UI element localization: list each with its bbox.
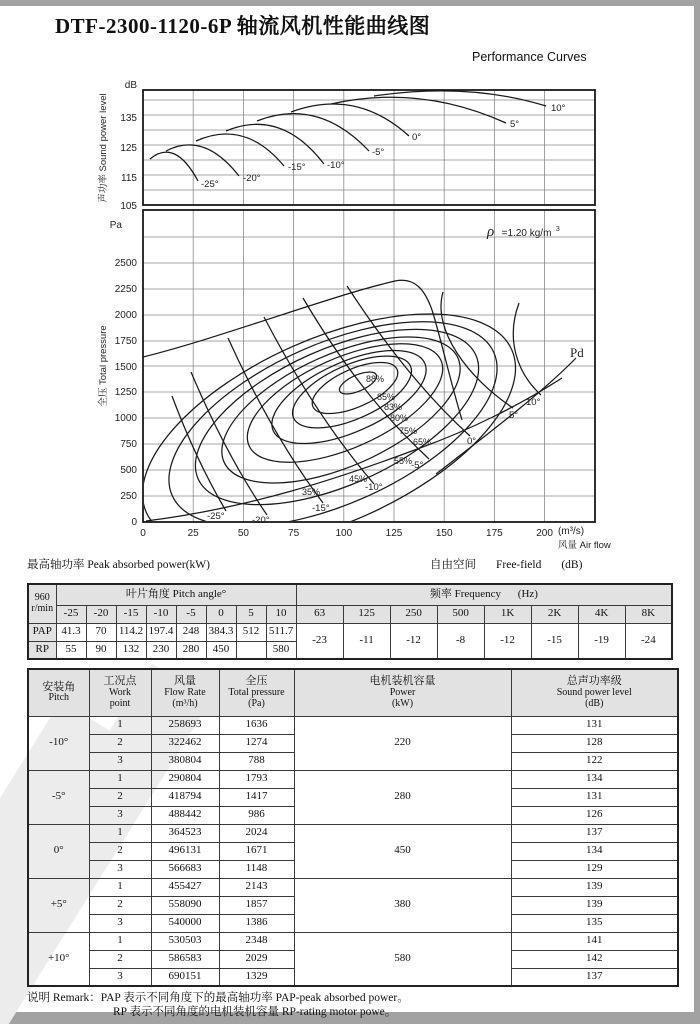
pressure-cell: 1857 [219,896,294,914]
power-cell: 280 [294,770,511,824]
freq-value: -12 [390,623,437,659]
efficiency-label: 80% [390,413,409,423]
flow-cell: 558090 [151,896,219,914]
page-subtitle: Performance Curves [472,50,587,64]
x-tick: 175 [486,528,503,539]
pap-value: 512 [236,623,266,641]
pitch-col: -25 [56,605,86,623]
header-sound-unit: (dB) [585,697,604,709]
pitch-col: -20 [86,605,116,623]
pap-value: 41.3 [56,623,86,641]
sound-chart [97,80,595,212]
table-row [28,623,672,641]
efficiency-label: 45% [349,474,368,484]
speed-value: 960 [34,592,50,604]
sound-y-unit: dB [124,80,137,91]
efficiency-label: 75% [399,426,418,436]
pressure-curve-10 [513,303,541,395]
pressure-y-tick: 500 [120,465,137,476]
freq-value: -19 [578,623,625,659]
efficiency-labels [302,374,431,497]
pitch-cell: +5° [28,878,89,932]
pressure-cell: 788 [219,752,294,770]
pap-value: 197.4 [146,623,176,641]
remark-text1: PAP 表示不同角度下的最高轴功率 PAP-peak absorbed power。 [100,992,409,1004]
sound-curves [150,91,546,181]
pitch-col: -5 [176,605,206,623]
pap-value: 114.2 [116,623,146,641]
workpoint-cell: 1 [89,770,151,788]
workpoint-cell: 3 [89,752,151,770]
free-field-cn: 自由空间 [430,559,476,571]
remark-label: 说明 Remark： [27,992,101,1004]
pitch-label: -15° [312,503,330,514]
pressure-cell: 1417 [219,788,294,806]
sound-curve-10 [374,91,546,106]
pressure-cell: 1329 [219,968,294,986]
header-flow [151,669,219,716]
freq-value: -8 [437,623,484,659]
speed-cell [28,584,56,623]
pressure-cell: 986 [219,806,294,824]
flow-cell: 322462 [151,734,219,752]
sound-grid-vertical [193,90,544,205]
rp-value [236,641,266,659]
pressure-y-tick: 0 [131,517,137,528]
peak-power-table [27,583,673,660]
pressure-y-tick: 2000 [114,310,137,321]
free-field-unit: (dB) [561,559,583,571]
pitch-angle-header: 叶片角度 Pitch angle° [56,584,296,605]
sound-curve-minus25 [150,152,198,181]
x-tick: 0 [140,528,146,539]
rho-sup: 3 [555,226,560,233]
pressure-cell: 1386 [219,914,294,932]
x-tick: 25 [187,528,199,539]
header-sound-en: Sound power level [556,687,632,699]
workpoint-cell: 3 [89,914,151,932]
pitch-col: -15 [116,605,146,623]
sound-cell: 128 [511,734,678,752]
table-header-row [28,669,678,716]
freq-col: 250 [390,605,437,623]
performance-table [27,668,679,987]
workpoint-cell: 1 [89,716,151,734]
sound-cell: 139 [511,878,678,896]
x-tick: 50 [237,528,249,539]
speed-unit: r/min [31,602,54,614]
pitch-label: -25° [207,511,225,522]
pressure-y-axis-label: 全压 Total pressure [98,325,109,407]
header-workpoint [89,669,151,716]
header-flow-en: Flow Rate [164,687,206,699]
pitch-col: 5 [236,605,266,623]
sound-curve-label: 10° [551,103,566,114]
workpoint-cell: 2 [89,950,151,968]
pressure-chart [97,210,611,560]
header-pitch-en: Pitch [48,692,70,704]
pap-value: 384.3 [206,623,236,641]
freq-value: -12 [484,623,531,659]
sound-y-axis-label: 声功率 Sound power level [98,93,109,203]
efficiency-label: 83% [384,402,403,412]
pitch-cell: -5° [28,770,89,824]
flow-cell: 364523 [151,824,219,842]
freq-col: 4K [578,605,625,623]
sound-curve-minus20 [166,145,239,176]
freq-col: 8K [625,605,672,623]
pressure-cell: 2143 [219,878,294,896]
sound-cell: 122 [511,752,678,770]
sound-cell: 134 [511,770,678,788]
sound-curve-5 [331,97,506,123]
pap-label: PAP [28,623,56,641]
sound-cell: 141 [511,932,678,950]
flow-cell: 290804 [151,770,219,788]
header-sound [511,669,678,716]
freq-col: 500 [437,605,484,623]
efficiency-label: 35% [302,487,321,497]
freq-value: -24 [625,623,672,659]
pressure-y-tick: 1500 [114,362,137,373]
flow-cell: 380804 [151,752,219,770]
rp-value: 90 [86,641,116,659]
contour-75 [231,319,459,487]
flow-cell: 566683 [151,860,219,878]
x-tick: 75 [288,528,300,539]
workpoint-cell: 3 [89,968,151,986]
freq-col: 63 [296,605,343,623]
table-row [28,716,678,734]
sound-cell: 131 [511,716,678,734]
pressure-y-tick: 2500 [114,258,137,269]
page-title: DTF-2300-1120-6P 轴流风机性能曲线图 [55,14,431,38]
pitch-label: 5° [509,410,519,421]
pressure-y-tick-labels [115,258,138,528]
rp-value: 580 [266,641,296,659]
pap-value: 70 [86,623,116,641]
header-power-en: Power [389,687,416,699]
pressure-cell: 1793 [219,770,294,788]
efficiency-contours [109,266,549,560]
header-power [294,669,511,716]
pressure-grid-horizontal [143,237,595,496]
sound-y-tick-labels [120,113,137,212]
freq-value: -23 [296,623,343,659]
density-annotation [486,223,560,240]
sound-curve-label: -15° [288,162,306,173]
peak-power-caption: 最高轴功率 Peak absorbed power(kW) [27,559,210,571]
rp-value: 230 [146,641,176,659]
sound-y-tick: 115 [121,173,137,184]
pressure-cell: 1274 [219,734,294,752]
efficiency-label: 55% [394,456,413,466]
pitch-cell: 0° [28,824,89,878]
remark-line2: RP 表示不同角度的电机装机容量 RP-rating motor powe。 [113,1006,397,1018]
sound-cell: 126 [511,806,678,824]
pressure-y-tick: 2250 [114,284,137,295]
table-row [28,824,678,842]
freq-value: -11 [343,623,390,659]
header-power-cn: 电机装机容量 [369,675,436,688]
x-tick: 100 [335,528,353,539]
efficiency-label: 85% [377,392,396,402]
flow-cell: 690151 [151,968,219,986]
workpoint-cell: 1 [89,932,151,950]
pressure-cell: 1636 [219,716,294,734]
sound-curve-label: 0° [412,132,422,143]
flow-cell: 530503 [151,932,219,950]
frequency-unit: (Hz) [517,587,538,600]
sound-curve-label: -5° [372,147,385,158]
rho-symbol: ρ [487,224,495,240]
header-pitch [28,669,89,716]
table-row [28,932,678,950]
pressure-cell: 1148 [219,860,294,878]
pitch-col: 10 [266,605,296,623]
flow-cell: 488442 [151,806,219,824]
workpoint-cell: 1 [89,824,151,842]
pressure-x-tick-labels [140,528,553,539]
x-tick: 200 [536,528,553,539]
header-pressure-cn: 全压 [245,675,268,688]
workpoint-cell: 2 [89,734,151,752]
x-axis-unit: (m³/s) [558,526,585,537]
freq-value: -15 [531,623,578,659]
sound-curve-label: -25° [201,179,219,190]
pitch-label: -5° [411,460,424,471]
pressure-y-tick: 750 [120,439,137,450]
table-row [28,770,678,788]
pap-value: 511.7 [266,623,296,641]
sound-grid-horizontal [143,100,595,190]
power-cell: 220 [294,716,511,770]
pitch-label: 10° [526,397,541,408]
header-power-unit: (kW) [391,697,414,709]
contour-45 [140,279,527,560]
free-field-caption [430,556,602,572]
header-work-cn: 工况点 [103,675,137,688]
rp-value: 450 [206,641,236,659]
power-cell: 380 [294,878,511,932]
workpoint-cell: 3 [89,806,151,824]
sound-y-tick: 105 [120,201,137,212]
pitch-cell: -10° [28,716,89,770]
sound-cell: 129 [511,860,678,878]
flow-cell: 540000 [151,914,219,932]
pitch-col: -10 [146,605,176,623]
sound-curve-label: 5° [510,119,520,130]
x-tick: 150 [435,528,453,539]
header-work-en2: point [109,697,131,709]
workpoint-cell: 3 [89,860,151,878]
header-flow-cn: 风量 [174,675,196,688]
rp-value: 132 [116,641,146,659]
free-field-en: Free-field [496,559,542,571]
power-cell: 580 [294,932,511,986]
flow-cell: 455427 [151,878,219,896]
header-flow-unit: (m³/h) [172,697,198,709]
efficiency-label: 88% [366,374,385,384]
pressure-curve-0 [347,286,470,436]
header-work-en: Work [109,687,131,699]
efficiency-label: 65% [413,437,432,447]
pressure-cell: 2348 [219,932,294,950]
workpoint-cell: 1 [89,878,151,896]
pressure-curve-minus25 [172,396,226,511]
freq-col: 2K [531,605,578,623]
workpoint-cell: 2 [89,896,151,914]
flow-cell: 258693 [151,716,219,734]
lower-envelope [146,378,562,521]
pressure-cell: 2024 [219,824,294,842]
rp-value: 55 [56,641,86,659]
contour-35 [109,266,549,560]
x-tick: 125 [385,528,403,539]
sound-cell: 131 [511,788,678,806]
freq-col: 1K [484,605,531,623]
table-row [28,605,672,623]
table-row [28,878,678,896]
workpoint-cell: 2 [89,788,151,806]
header-sound-cn: 总声功率级 [566,675,622,688]
power-cell: 450 [294,824,511,878]
header-pressure-unit: (Pa) [248,697,265,709]
sound-curve-label: -10° [327,160,345,171]
flow-cell: 586583 [151,950,219,968]
sound-cell: 134 [511,842,678,860]
header-pressure [219,669,294,716]
sound-y-tick: 135 [120,113,137,124]
workpoint-cell: 2 [89,842,151,860]
sound-cell: 139 [511,896,678,914]
header-pitch-cn: 安装角 [42,680,76,693]
sound-cell: 142 [511,950,678,968]
flow-cell: 496131 [151,842,219,860]
rp-label: RP [28,641,56,659]
pitch-label: -20° [252,515,270,526]
sound-cell: 137 [511,824,678,842]
pressure-y-tick: 250 [120,491,137,502]
pitch-col: 0 [206,605,236,623]
pd-line [436,358,576,474]
pressure-cell: 1671 [219,842,294,860]
pd-label: Pd [570,345,584,360]
pap-value: 248 [176,623,206,641]
sound-cell: 135 [511,914,678,932]
sound-curve-labels [201,103,566,190]
pressure-y-tick: 1000 [114,413,137,424]
pressure-y-tick: 1750 [114,336,137,347]
sound-y-tick: 125 [120,143,137,154]
sound-cell: 137 [511,968,678,986]
sound-curve-label: -20° [243,173,261,184]
header-pressure-en: Total pressure [228,687,285,699]
sound-curve-0 [291,104,409,136]
rho-value: =1.20 kg/m [501,228,552,239]
pitch-label: 0° [467,436,477,447]
pressure-cell: 2029 [219,950,294,968]
pitch-label: -10° [365,482,383,493]
rp-value: 280 [176,641,206,659]
freq-col: 125 [343,605,390,623]
frequency-header [296,584,672,605]
frequency-header-text: 频率 Frequency [429,587,502,600]
flow-cell: 418794 [151,788,219,806]
pitch-curve-labels [207,397,541,526]
pitch-cell: +10° [28,932,89,986]
pressure-y-unit: Pa [109,220,122,231]
pressure-y-tick: 1250 [114,387,137,398]
x-axis-label: 风量 Air flow [558,540,611,551]
